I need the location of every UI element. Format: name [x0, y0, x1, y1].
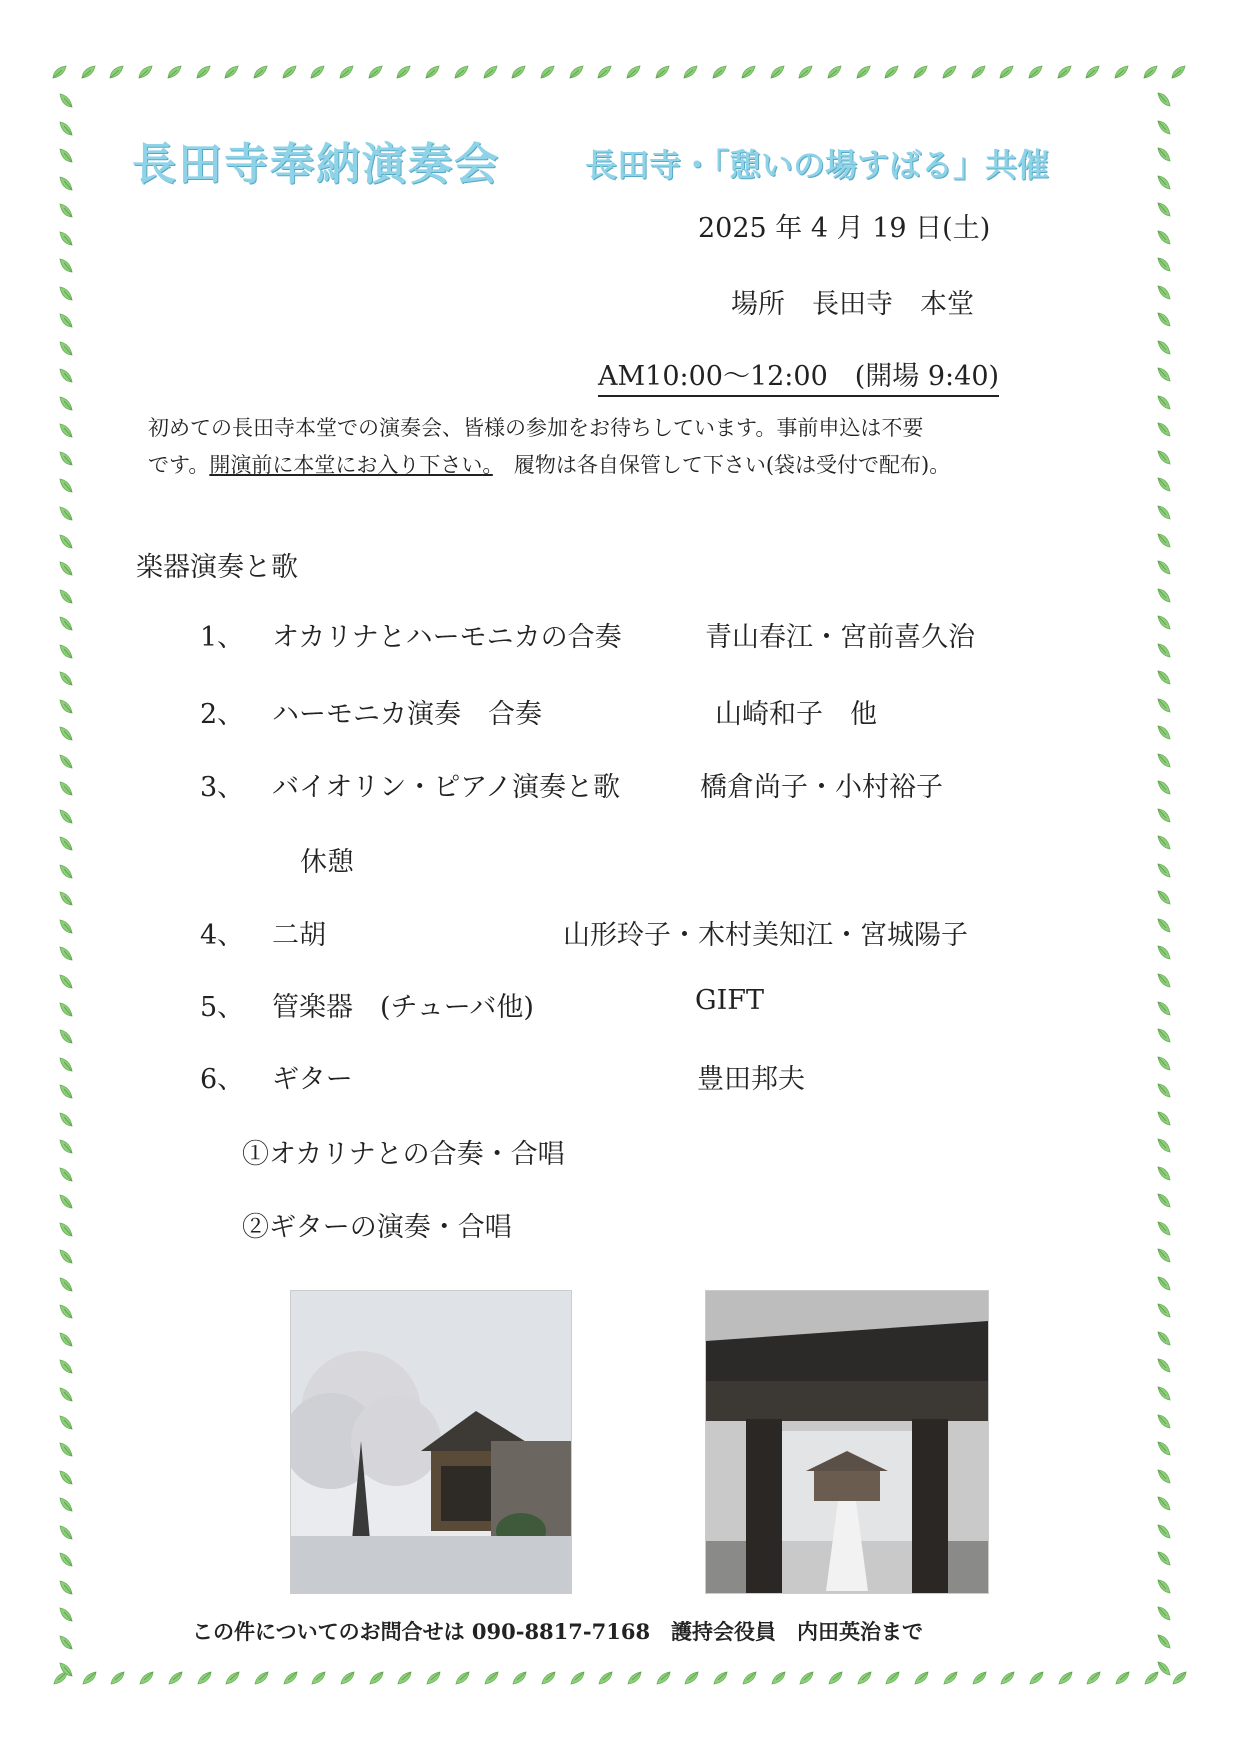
leaf-icon: [509, 62, 529, 82]
leaf-icon: [1154, 531, 1174, 551]
leaf-icon: [1055, 62, 1075, 82]
leaf-icon: [222, 1668, 242, 1688]
leaf-icon: [825, 1668, 845, 1688]
leaf-icon: [56, 145, 76, 165]
leaf-icon: [1154, 806, 1174, 826]
leaf-icon: [1154, 1329, 1174, 1349]
leaf-icon: [1154, 1219, 1174, 1239]
program-item-title: 管楽器 (チューバ他): [272, 992, 534, 1023]
leaf-icon: [56, 1109, 76, 1129]
leaf-icon: [624, 1668, 644, 1688]
leaf-icon: [56, 999, 76, 1019]
leaf-icon: [1154, 1109, 1174, 1129]
leaf-icon: [56, 861, 76, 881]
program-heading: 楽器演奏と歌: [136, 552, 298, 583]
leaf-icon: [1154, 200, 1174, 220]
leaf-border-top: [50, 62, 1190, 86]
leaf-icon: [56, 1577, 76, 1597]
leaf-icon: [251, 62, 271, 82]
leaf-icon: [452, 1668, 472, 1688]
leaf-icon: [136, 62, 156, 82]
leaf-icon: [56, 668, 76, 688]
leaf-icon: [739, 1668, 759, 1688]
leaf-icon: [653, 1668, 673, 1688]
leaf-icon: [1154, 1191, 1174, 1211]
leaf-icon: [1154, 1054, 1174, 1074]
leaf-icon: [911, 1668, 931, 1688]
leaf-icon: [1154, 696, 1174, 716]
leaf-icon: [911, 62, 931, 82]
leaf-icon: [366, 1668, 386, 1688]
program-item-number: 2、: [200, 699, 245, 730]
leaf-icon: [1154, 1301, 1174, 1321]
leaf-icon: [595, 62, 615, 82]
leaf-icon: [1154, 1081, 1174, 1101]
leaf-icon: [194, 1668, 214, 1688]
intro-underlined-note: 開演前に本堂にお入り下さい。: [209, 453, 493, 477]
leaf-icon: [1154, 1577, 1174, 1597]
leaf-icon: [56, 173, 76, 193]
leaf-icon: [1154, 1659, 1174, 1679]
leaf-icon: [56, 696, 76, 716]
leaf-icon: [56, 833, 76, 853]
leaf-icon: [56, 1604, 76, 1624]
leaf-icon: [940, 62, 960, 82]
leaf-icon: [56, 778, 76, 798]
leaf-icon: [1154, 778, 1174, 798]
intro-paragraph: [148, 410, 1068, 484]
program-item-performers: 豊田邦夫: [697, 1064, 805, 1095]
leaf-icon: [1141, 62, 1161, 82]
leaf-icon: [1154, 1136, 1174, 1156]
leaf-icon: [1154, 1164, 1174, 1184]
leaf-icon: [1154, 586, 1174, 606]
leaf-icon: [56, 1522, 76, 1542]
leaf-icon: [1154, 365, 1174, 385]
leaf-icon: [1154, 1467, 1174, 1487]
event-date: 2025 年 4 月 19 日(土): [698, 213, 991, 244]
leaf-icon: [1154, 1604, 1174, 1624]
leaf-icon: [56, 806, 76, 826]
leaf-icon: [56, 448, 76, 468]
leaf-icon: [1112, 62, 1132, 82]
leaf-icon: [1154, 393, 1174, 413]
leaf-icon: [997, 1668, 1017, 1688]
leaf-icon: [1154, 668, 1174, 688]
leaf-icon: [366, 62, 386, 82]
leaf-icon: [1083, 1668, 1103, 1688]
program-item-number: 4、: [200, 920, 245, 951]
leaf-icon: [136, 1668, 156, 1688]
guitar-sub-item-2: ②ギターの演奏・合唱: [242, 1212, 512, 1243]
leaf-icon: [56, 283, 76, 303]
cohost-subtitle: 長田寺・「憩いの場すばる」共催: [585, 146, 1050, 184]
leaf-icon: [940, 1668, 960, 1688]
leaf-icon: [56, 1439, 76, 1459]
leaf-icon: [251, 1668, 271, 1688]
leaf-icon: [1154, 613, 1174, 633]
leaf-icon: [56, 613, 76, 633]
leaf-icon: [107, 1668, 127, 1688]
leaf-icon: [1154, 723, 1174, 743]
leaf-icon: [56, 916, 76, 936]
leaf-icon: [56, 1659, 76, 1679]
leaf-icon: [969, 62, 989, 82]
leaf-icon: [56, 310, 76, 330]
leaf-icon: [681, 1668, 701, 1688]
leaf-icon: [56, 1054, 76, 1074]
program-item-number: 6、: [200, 1064, 245, 1095]
leaf-icon: [56, 1384, 76, 1404]
leaf-icon: [1026, 1668, 1046, 1688]
leaf-icon: [1154, 255, 1174, 275]
leaf-icon: [1154, 751, 1174, 771]
program-item-title: オカリナとハーモニカの合奏: [272, 622, 622, 653]
leaf-icon: [1055, 1668, 1075, 1688]
leaf-border-left: [56, 90, 80, 1680]
leaf-icon: [280, 1668, 300, 1688]
program-item-number: 1、: [200, 622, 245, 653]
leaf-icon: [56, 475, 76, 495]
leaf-icon: [56, 888, 76, 908]
leaf-icon: [882, 62, 902, 82]
leaf-icon: [56, 1356, 76, 1376]
program-item-performers: GIFT: [695, 985, 764, 1016]
program-item-performers: 山崎和子 他: [715, 699, 877, 730]
leaf-icon: [1026, 62, 1046, 82]
leaf-icon: [79, 1668, 99, 1688]
leaf-icon: [1169, 62, 1189, 82]
leaf-icon: [1083, 62, 1103, 82]
program-item-number: 3、: [200, 772, 245, 803]
leaf-icon: [56, 1219, 76, 1239]
leaf-icon: [681, 62, 701, 82]
leaf-icon: [1154, 310, 1174, 330]
leaf-icon: [1154, 420, 1174, 440]
leaf-icon: [56, 641, 76, 661]
leaf-icon: [56, 1301, 76, 1321]
contact-info: この件についてのお問合せは 090-8817-7168 護持会役員 内田英治まで: [192, 1619, 924, 1644]
program-item-title: ギター: [272, 1064, 353, 1095]
event-venue: 場所 長田寺 本堂: [731, 289, 974, 320]
leaf-icon: [1169, 1668, 1189, 1688]
leaf-icon: [165, 62, 185, 82]
leaf-icon: [423, 62, 443, 82]
leaf-icon: [56, 338, 76, 358]
leaf-icon: [1154, 173, 1174, 193]
intro-line-2-end: 履物は各自保管して下さい(袋は受付で配布)。: [492, 453, 951, 477]
leaf-icon: [1154, 145, 1174, 165]
program-item-performers: 橋倉尚子・小村裕子: [700, 772, 943, 803]
leaf-icon: [1154, 503, 1174, 523]
program-item-title: バイオリン・ピアノ演奏と歌: [272, 772, 621, 803]
leaf-icon: [56, 255, 76, 275]
leaf-icon: [1154, 1549, 1174, 1569]
leaf-icon: [882, 1668, 902, 1688]
leaf-icon: [1154, 448, 1174, 468]
guitar-sub-item-1: ①オカリナとの合奏・合唱: [242, 1139, 565, 1170]
leaf-icon: [739, 62, 759, 82]
leaf-icon: [50, 1668, 70, 1688]
leaf-icon: [710, 1668, 730, 1688]
event-time: AM10:00～12:00 (開場 9:40): [598, 354, 999, 397]
intro-line-2-start: です。: [148, 453, 210, 477]
leaf-border-right: [1154, 90, 1178, 1680]
page-title: 長田寺奉納演奏会: [132, 139, 500, 190]
leaf-icon: [56, 1632, 76, 1652]
leaf-icon: [56, 1274, 76, 1294]
leaf-icon: [56, 723, 76, 743]
program-item-title: 二胡: [272, 920, 326, 951]
leaf-icon: [1154, 338, 1174, 358]
leaf-icon: [1112, 1668, 1132, 1688]
leaf-icon: [1154, 641, 1174, 661]
leaf-icon: [796, 62, 816, 82]
leaf-icon: [1154, 916, 1174, 936]
leaf-icon: [969, 1668, 989, 1688]
leaf-icon: [56, 1549, 76, 1569]
leaf-icon: [509, 1668, 529, 1688]
leaf-icon: [56, 586, 76, 606]
leaf-icon: [481, 62, 501, 82]
leaf-icon: [1154, 118, 1174, 138]
leaf-icon: [1154, 558, 1174, 578]
leaf-icon: [56, 1191, 76, 1211]
leaf-icon: [56, 1246, 76, 1266]
leaf-icon: [222, 62, 242, 82]
leaf-icon: [854, 1668, 874, 1688]
leaf-icon: [56, 1026, 76, 1046]
leaf-icon: [56, 420, 76, 440]
leaf-icon: [56, 228, 76, 248]
leaf-icon: [538, 62, 558, 82]
leaf-border-bottom: [50, 1668, 1190, 1692]
leaf-icon: [1154, 888, 1174, 908]
leaf-icon: [1154, 1632, 1174, 1652]
leaf-icon: [56, 531, 76, 551]
leaf-icon: [56, 503, 76, 523]
intermission-label: 休憩: [300, 847, 354, 878]
leaf-icon: [624, 62, 644, 82]
leaf-icon: [1154, 1026, 1174, 1046]
intro-line-1: 初めての長田寺本堂での演奏会、皆様の参加をお待ちしています。事前申込は不要: [148, 416, 924, 440]
leaf-icon: [1154, 1522, 1174, 1542]
leaf-icon: [567, 62, 587, 82]
leaf-icon: [337, 62, 357, 82]
leaf-icon: [1141, 1668, 1161, 1688]
leaf-icon: [710, 62, 730, 82]
program-item-number: 5、: [200, 992, 245, 1023]
leaf-icon: [768, 62, 788, 82]
intro-line-2: [148, 447, 1068, 484]
leaf-icon: [56, 1329, 76, 1349]
leaf-icon: [56, 1494, 76, 1514]
leaf-icon: [1154, 1356, 1174, 1376]
leaf-icon: [1154, 1246, 1174, 1266]
leaf-icon: [768, 1668, 788, 1688]
leaf-icon: [56, 1136, 76, 1156]
leaf-icon: [1154, 1439, 1174, 1459]
leaf-icon: [56, 751, 76, 771]
leaf-icon: [1154, 971, 1174, 991]
leaf-icon: [56, 1164, 76, 1184]
leaf-icon: [1154, 1384, 1174, 1404]
program-item-performers: 青山春江・宮前喜久治: [705, 622, 975, 653]
program-item-performers: 山形玲子・木村美知江・宮城陽子: [563, 920, 968, 951]
temple-gate-photo: [705, 1290, 989, 1594]
leaf-icon: [481, 1668, 501, 1688]
leaf-icon: [56, 200, 76, 220]
leaf-icon: [394, 62, 414, 82]
leaf-icon: [56, 971, 76, 991]
leaf-icon: [56, 90, 76, 110]
leaf-icon: [653, 62, 673, 82]
leaf-icon: [538, 1668, 558, 1688]
leaf-icon: [1154, 833, 1174, 853]
leaf-icon: [280, 62, 300, 82]
leaf-icon: [194, 62, 214, 82]
leaf-icon: [567, 1668, 587, 1688]
leaf-icon: [56, 1467, 76, 1487]
leaf-icon: [394, 1668, 414, 1688]
leaf-icon: [56, 365, 76, 385]
leaf-icon: [796, 1668, 816, 1688]
leaf-icon: [56, 118, 76, 138]
program-item-title: ハーモニカ演奏 合奏: [272, 699, 542, 730]
leaf-icon: [337, 1668, 357, 1688]
leaf-icon: [165, 1668, 185, 1688]
leaf-icon: [56, 1412, 76, 1432]
leaf-icon: [1154, 1494, 1174, 1514]
leaf-icon: [50, 62, 70, 82]
leaf-icon: [107, 62, 127, 82]
leaf-icon: [1154, 90, 1174, 110]
leaf-icon: [1154, 475, 1174, 495]
leaf-icon: [595, 1668, 615, 1688]
leaf-icon: [1154, 1412, 1174, 1432]
leaf-icon: [1154, 999, 1174, 1019]
leaf-icon: [1154, 943, 1174, 963]
leaf-icon: [997, 62, 1017, 82]
temple-cherry-blossom-photo: [290, 1290, 572, 1594]
leaf-icon: [1154, 1274, 1174, 1294]
leaf-icon: [56, 558, 76, 578]
leaf-icon: [56, 393, 76, 413]
leaf-icon: [308, 62, 328, 82]
leaf-icon: [1154, 228, 1174, 248]
leaf-icon: [1154, 861, 1174, 881]
leaf-icon: [56, 1081, 76, 1101]
leaf-icon: [825, 62, 845, 82]
leaf-icon: [423, 1668, 443, 1688]
leaf-icon: [1154, 283, 1174, 303]
leaf-icon: [452, 62, 472, 82]
leaf-icon: [308, 1668, 328, 1688]
leaf-icon: [854, 62, 874, 82]
leaf-icon: [56, 943, 76, 963]
leaf-icon: [79, 62, 99, 82]
